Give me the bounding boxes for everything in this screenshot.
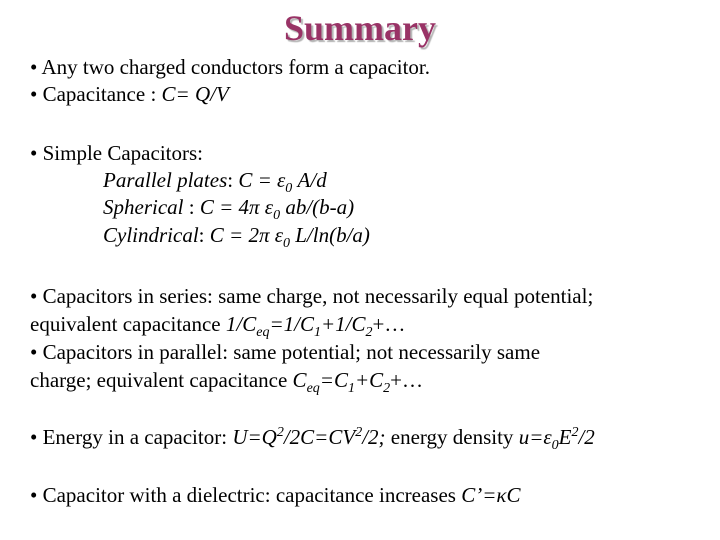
bullet-conductors: • Any two charged conductors form a capacitor. — [30, 55, 431, 79]
bullet-simple-capacitors: • Simple Capacitors: — [30, 141, 203, 165]
capacitance-label: • Capacitance : — [30, 82, 162, 106]
series-bullet-line1: • Capacitors in series: same charge, not necessarily equal potential; — [30, 284, 594, 308]
parallel-plates-formula: Parallel plates: $C = \varepsilon_0$ A/d — [103, 168, 327, 196]
energy-bullet: • Energy in a capacitor: $U=Q^2/2C=CV^2/2$; energy density $u=\varepsilon_0E^2/2$ — [30, 425, 595, 453]
parallel-plates-label: Parallel plates — [103, 168, 228, 192]
series-bullet-line2: equivalent capacitance $1/C_{eq}=1/C_1+1/C_2+\dots$ — [30, 312, 406, 340]
cylindrical-formula: Cylindrical: C = 2π $\varepsilon_0$ L/ln(b/a) — [103, 223, 370, 251]
parallel-caps-bullet-line1: • Capacitors in parallel: same potential; not necessarily same — [30, 340, 541, 364]
dielectric-formula: C’=κC — [461, 483, 521, 507]
dielectric-bullet: • Capacitor with a dielectric: capacitance increases C’=κC — [30, 483, 521, 507]
spherical-label: Spherical — [103, 195, 184, 219]
capacitance-formula: C= Q/V — [161, 82, 229, 106]
bullet-capacitance — [30, 81, 229, 107]
parallel-caps-bullet-line2: charge; equivalent capacitance $C_{eq}=C_1+C_2+\dots$ — [30, 368, 423, 396]
cylindrical-label: Cylindrical — [103, 223, 199, 247]
slide-title: Summary — [284, 8, 436, 48]
spherical-formula: Spherical : C = 4π $\varepsilon_0$ ab/(b-a) — [103, 195, 355, 223]
